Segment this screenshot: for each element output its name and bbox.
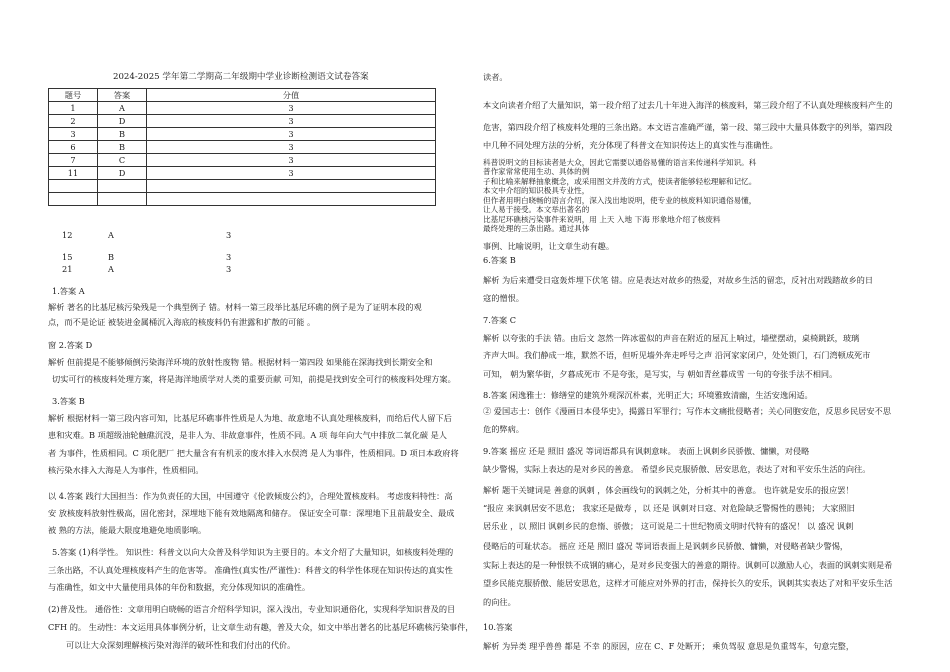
extra-answer: B — [108, 252, 115, 262]
left-text-line: CFH 的。 生动性：本文运用具体事例分析，让文章生动有趣，普及大众，如文中举出著名的比基尼环礁核污染事件， — [48, 622, 474, 632]
extra-question-no: 21 — [62, 264, 73, 274]
cell-answer — [98, 180, 147, 193]
left-text-line: 窗 2.答案 D — [48, 340, 93, 350]
left-text-line: 三条出路，不认真处理核废料产生的危害等。 准确性(真实性/严谨性)：科普文的科学性体现在知识传达的真实性 — [48, 565, 453, 575]
left-text-line: 3.答案 B — [52, 396, 85, 406]
left-text-line: 患和灾难。B 项超级油轮触礁沉没，是非人为、非故意事件，性质不同。A 项 每年向大气中排放二氧化碳 是人 — [48, 430, 447, 440]
right-text-line: 7.答案 C — [483, 315, 517, 325]
right-text-line: 危的弊病。 — [483, 424, 524, 434]
extra-score: 3 — [226, 264, 232, 274]
left-text-line: 解析 但前提是不能够倾倒污染海洋环境的放射性废物 错。根据材料一第四段 如果能在深海找到长期安全和 — [48, 357, 433, 367]
extra-answer: A — [108, 264, 114, 274]
right-text-line: 科普说明文的目标读者是大众，因此它需要以通俗易懂的语言来传递科学知识。科 — [483, 158, 757, 167]
cell-answer: D — [98, 167, 147, 180]
table-row — [49, 128, 436, 141]
cell-question-no: 11 — [49, 167, 98, 180]
right-text-line: 居乐业 ，以 照旧 讽刺乡民的怠惰、骄傲； 这可说是二十世纪物质文明时代特有的盛况！ 以 盛况 讽刺 — [483, 521, 854, 531]
left-text-line: 被 熟的方法，能最大限度地避免地质影响。 — [48, 525, 207, 535]
right-text-line: 读者。 — [483, 72, 508, 82]
table-row — [49, 193, 436, 206]
right-text-line: 普作家常常使用生动、具体的例 — [483, 167, 590, 176]
right-text-line: 但作者用明白晓畅的语言介绍，深入浅出地说明，使专业的核废料知识通俗易懂， — [483, 196, 757, 205]
cell-score — [147, 193, 436, 206]
table-header-row — [49, 89, 436, 102]
right-text-line: 齐声大叫。我们静成一堆，默然不语，但听见墙外奔走呼号之声 沿河家家闭户，处处锁门，石门湾顿成死市 — [483, 350, 871, 360]
right-text-line: 解析 为后来遭受日寇轰炸埋下伏笔 错。应是表达对故乡的热爱，对故乡生活的留恋，反衬出对践踏故乡的日 — [483, 275, 874, 285]
right-text-line: 子和比喻来解释抽象概念，或采用图文并茂的方式，使读者能够轻松理解和记忆。 — [483, 177, 757, 186]
cell-question-no: 2 — [49, 115, 98, 128]
cell-answer — [98, 193, 147, 206]
left-text-line: 解析 著名的比基尼核污染残是一个典型例子 错。材料一第三段举比基尼环礁的例子是为了证明本段的观 — [48, 302, 422, 312]
right-text-line: 10.答案 — [483, 622, 513, 632]
cell-question-no — [49, 193, 98, 206]
cell-score: 3 — [147, 141, 436, 154]
header-answer: 答案 — [98, 89, 147, 102]
cell-question-no: 3 — [49, 128, 98, 141]
right-text-line: 中几种不同处理方法的分析，充分体现了科普文在知识传达上的真实性与准确性。 — [483, 140, 778, 150]
left-text-line: 1.答案 A — [52, 286, 85, 296]
right-text-line: 寇的憎恨。 — [483, 293, 524, 303]
doc-title: 2024-2025 学年第二学期高二年级期中学业诊断检测语文试卷答案 — [113, 72, 369, 82]
cell-answer: B — [98, 141, 147, 154]
right-text-line: 可知， 朝为繁华街，夕暮成死市 不是夸张，是写实，与 朝如青丝暮成雪 一句的夸张手法不相同。 — [483, 369, 838, 379]
right-text-line: 8.答案 闲逸雅士：修缮堂的建筑外观深沉朴素，光明正大；环境雅致清幽，生活安逸闲适。 — [483, 390, 813, 400]
right-text-line: 9.答案 摇应 还是 照旧 盛况 等词语都具有讽刺意味。 表面上讽刺乡民骄傲、慵懒，对侵略 — [483, 446, 810, 456]
cell-question-no: 6 — [49, 141, 98, 154]
left-text-line: 与准确性，如文中大量使用具体的年份和数据，充分体现知识的准确性。 — [48, 582, 311, 592]
cell-answer: A — [98, 102, 147, 115]
right-text-line: “报应 来讽刺居安不思危； 我家还是做寿 ，以 还是 讽刺对日寇、对危险缺乏警惕性的愚钝； 大家照旧 — [483, 503, 855, 513]
right-text-line: 望乡民能克服骄傲、能居安思危，这样才可能应对外界的打击，保持长久的安乐，讽刺其实表达了对和平安乐生活 — [483, 578, 893, 588]
table-row — [49, 141, 436, 154]
table-row — [49, 180, 436, 193]
right-text-line: ② 爱国志士：创作《漫画日本侵华史》，揭露日军罪行；写作本文痛批侵略者；关心同胞安危，反思乡民居安不思 — [483, 406, 891, 416]
right-text-line: 危害，第四段介绍了核废料处理的三条出路。本文语言准确严谨，第一段、第三段中大量具体数字的列举，第四段 — [483, 122, 893, 132]
cell-question-no: 7 — [49, 154, 98, 167]
cell-answer: C — [98, 154, 147, 167]
table-row — [49, 167, 436, 180]
extra-question-no: 12 — [62, 230, 73, 240]
left-text-line: 点，而不是论证 被装进金属桶沉入海底的核废料仍有泄露和扩散的可能 。 — [48, 317, 316, 327]
table-row — [49, 154, 436, 167]
cell-score: 3 — [147, 154, 436, 167]
answer-table — [48, 88, 436, 206]
right-text-line: 实际上表达的是一种恨铁不成钢的痛心，是对乡民变强大的善意的期待。讽刺可以激励人心，表面的讽刺实则是希 — [483, 560, 893, 570]
left-text-line: 解析 根据材料一第三段内容可知，比基尼环礁事件性质是人为地、故意地不认真处理核废料，而给后代人留下后 — [48, 413, 452, 423]
cell-score — [147, 180, 436, 193]
extra-score: 3 — [226, 230, 232, 240]
right-text-line: 6.答案 B — [483, 255, 516, 265]
table-row — [49, 115, 436, 128]
left-text-line: 可以让大众深刻理解核污染对海洋的破坏性和我们付出的代价。 — [66, 640, 296, 650]
left-text-line: (2)普及性。 通俗性：文章用明白晓畅的语言介绍科学知识，深入浅出，专业知识通俗化，实现科学知识普及的目 — [48, 604, 456, 614]
header-question-no: 题号 — [49, 89, 98, 102]
cell-question-no: 1 — [49, 102, 98, 115]
right-text-line: 缺少警惕，实际上表达的是对乡民的善意。 希望乡民克服骄傲、居安思危，表达了对和平安乐生活的向往。 — [483, 464, 871, 474]
left-text-line: 核污染水排入大海是人为事件，性质相同。 — [48, 465, 204, 475]
answer-table-body — [49, 102, 436, 206]
left-text-line: 以 4.答案 践行大国担当：作为负责任的大国，中国遵守《伦敦倾废公约》，合理处置核废料。 考虑废料特性：高 — [48, 491, 453, 501]
left-text-line: 切实可行的核废料处理方案，将是海洋地质学对人类的重要贡献 可知，前提是找到安全可行的核废料处理方案。 — [52, 374, 456, 384]
right-text-line: 解析 题干关键词是 善意的讽刺 ，体会画线句的讽刺之处，分析其中的善意。 也许就是安乐的报应罢！ — [483, 485, 854, 495]
right-text-line: 的向往。 — [483, 597, 516, 607]
cell-answer: B — [98, 128, 147, 141]
right-text-line: 让人易于接受。本文举出著名的 — [483, 205, 590, 214]
cell-score: 3 — [147, 167, 436, 180]
right-text-line: 解析 以夸张的手法 错。由后文 忽然一阵冰雹似的声音在附近的屋瓦上响过，墙壁摆动，桌椅跳跃，玻璃 — [483, 333, 860, 343]
left-text-line: 5.答案 (1)科学性。 知识性：科普文以向大众普及科学知识为主要目的。本文介绍了大量知识，如核废料处理的 — [52, 547, 454, 557]
table-row — [49, 102, 436, 115]
cell-answer: D — [98, 115, 147, 128]
right-text-line: 本文向读者介绍了大量知识，第一段介绍了过去几十年进入海洋的核废料，第三段介绍了不认真处理核废料产生的 — [483, 100, 893, 110]
cell-question-no — [49, 180, 98, 193]
left-text-line: 安 放核废料放射性极高，固化密封，深埋地下能有效地隔离和储存。 保证安全可靠：深埋地下且前最安全、最成 — [48, 508, 455, 518]
header-score: 分值 — [147, 89, 436, 102]
extra-question-no: 15 — [62, 252, 73, 262]
right-text-line: 解析 为异类 理乎兽兽 都是 不幸 的原因，应在 C、F 处断开； 乘负驾驭 意思是负重驾车，句意完整， — [483, 641, 855, 651]
right-text-line: 比基尼环礁核污染事件来说明，用 上天 入地 下海 形象地介绍了核废料 — [483, 215, 721, 224]
extra-score: 3 — [226, 252, 232, 262]
cell-score: 3 — [147, 128, 436, 141]
cell-score: 3 — [147, 115, 436, 128]
right-text-line: 事例、比喻说明，让文章生动有趣。 — [483, 241, 615, 251]
right-text-line: 侵略后的可耻状态。 摇应 还是 照旧 盛况 等词语表面上是讽刺乡民骄傲、慵懒，对侵略者缺少警惕， — [483, 541, 849, 551]
extra-answer: A — [108, 230, 114, 240]
right-text-line: 最终处理的三条出路。通过具体 — [483, 224, 590, 233]
left-text-line: 者 为事件，性质相同。C 项化肥厂 把大量含有有机汞的废水排入水俣湾 是人为事件，性质相同。D 项日本政府将 — [48, 448, 459, 458]
cell-score: 3 — [147, 102, 436, 115]
right-text-line: 本文中介绍的知识极具专业性， — [483, 186, 590, 195]
